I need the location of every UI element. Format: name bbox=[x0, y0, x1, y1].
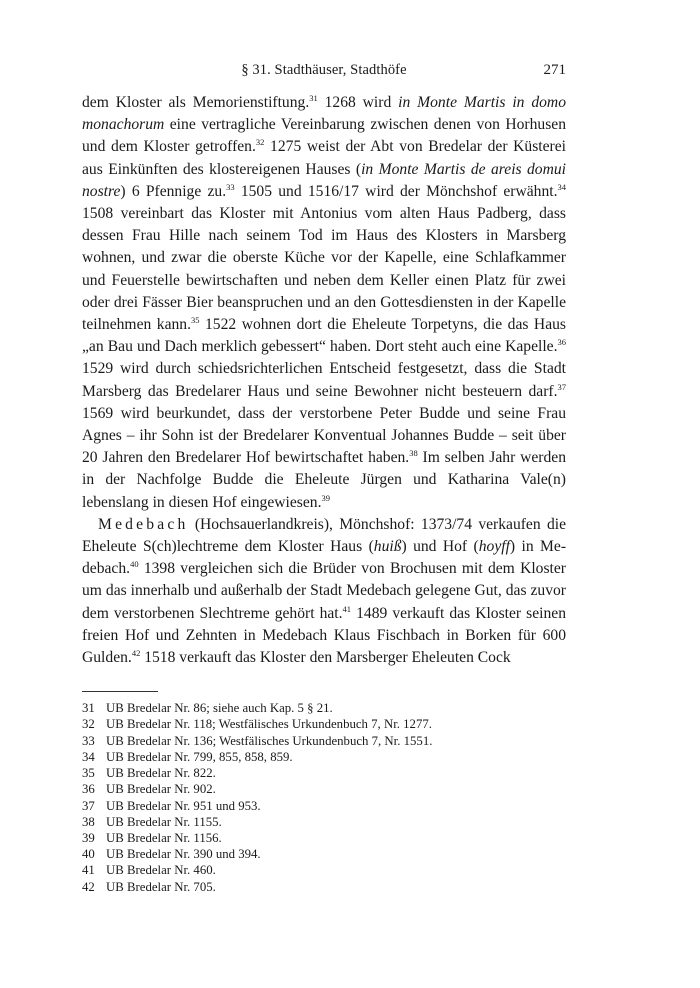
footnote-text: UB Bredelar Nr. 136; Westfälisches Urkundenbuch 7, Nr. 1551. bbox=[106, 733, 433, 748]
latin-quote: in Monte Martis de areis domui nostre bbox=[82, 160, 566, 200]
footnote bbox=[82, 700, 566, 716]
footnote-number: 38 bbox=[82, 814, 95, 829]
footnote bbox=[82, 765, 566, 781]
place-name: Medebach bbox=[98, 515, 189, 533]
text-run: dem Kloster als Memorienstiftung. bbox=[82, 94, 310, 111]
footnote bbox=[82, 716, 566, 732]
text-run: 1268 wird bbox=[317, 94, 399, 111]
footnote-ref-39[interactable]: 39 bbox=[321, 492, 330, 503]
footnote-ref-42[interactable]: 42 bbox=[131, 648, 141, 659]
footnote-number: 41 bbox=[82, 863, 95, 878]
footnote-number: 37 bbox=[82, 798, 95, 813]
document-page bbox=[82, 60, 566, 895]
text-run: 1505 und 1516/17 wird der Mönchshof erwähnt. bbox=[234, 182, 558, 200]
footnote-text: UB Bredelar Nr. 390 und 394. bbox=[106, 847, 261, 862]
footnote-ref-38[interactable]: 38 bbox=[409, 448, 418, 459]
text-run: 1508 vereinbart das Kloster mit Antonius vom alten Haus Padberg, dass dessen Frau Hille nach seinem Tod im Haus des Klosters in Marsberg wohnen, und zwar die oberste Küche vor der Kapelle, eine Schlafkammer und Feuerstelle bewirtschaften und neben dem Keller einen Platz für zwei oder drei Fässer Bier beanspruchen und an den Gottesdiensten in der Kapelle teilnehmen kann. bbox=[82, 205, 566, 334]
footnote bbox=[82, 830, 566, 846]
footnote-ref-40[interactable]: 40 bbox=[130, 559, 139, 570]
main-text bbox=[82, 92, 566, 669]
footnote-text: UB Bredelar Nr. 951 und 953. bbox=[106, 798, 261, 813]
latin-quote: in Monte Martis in domo monachorum bbox=[82, 94, 566, 134]
text-run: (Hochsauerlandkreis), Mönchshof: 1373/74 verkaufen die Eheleute S(ch)lechtreme dem Kloster Haus ( bbox=[82, 515, 566, 556]
footnote-ref-34[interactable]: 34 bbox=[557, 181, 566, 192]
text-run: 1529 wird durch schiedsrichterlichen Entscheid festgesetzt, dass die Stadt Marsberg das Bredelarer Haus und seine Bewohner nicht besteuern darf. bbox=[82, 360, 566, 400]
footnote-ref-37[interactable]: 37 bbox=[557, 381, 566, 392]
footnote bbox=[82, 846, 566, 862]
text-run: 1518 verkauft das Kloster den Marsberger Eheleuten Cock bbox=[140, 649, 511, 667]
footnote-text: UB Bredelar Nr. 86; siehe auch Kap. 5 § 21. bbox=[106, 701, 333, 716]
page-number: 271 bbox=[543, 62, 566, 78]
footnote-number: 34 bbox=[82, 749, 95, 764]
footnote-number: 33 bbox=[82, 733, 95, 748]
footnote-text: UB Bredelar Nr. 118; Westfälisches Urkundenbuch 7, Nr. 1277. bbox=[106, 717, 432, 732]
footnote-text: UB Bredelar Nr. 1155. bbox=[106, 814, 222, 829]
footnote bbox=[82, 862, 566, 878]
footnote-number: 36 bbox=[82, 782, 95, 797]
footnote-number: 35 bbox=[82, 766, 95, 781]
text-run: ) und Hof ( bbox=[401, 538, 479, 556]
footnote-number: 42 bbox=[82, 879, 95, 894]
footnote bbox=[82, 733, 566, 749]
running-title: § 31. Stadthäuser, Stadthöfe bbox=[241, 62, 407, 78]
footnote bbox=[82, 814, 566, 830]
footnote bbox=[82, 798, 566, 814]
paragraph-medebach bbox=[82, 514, 566, 669]
footnote-ref-33[interactable]: 33 bbox=[226, 181, 235, 192]
latin-term: huiß bbox=[373, 538, 402, 556]
paragraph-marsberg bbox=[82, 92, 566, 514]
footnote-text: UB Bredelar Nr. 460. bbox=[106, 863, 216, 878]
text-run: ) in Medebach. bbox=[82, 538, 567, 578]
text-run: 1275 weist der Abt von Bredelar der Küsterei aus Einkünften des klostereigenen Hauses ( bbox=[82, 138, 566, 178]
text-run: 1569 wird beurkundet, dass der verstorbene Peter Budde und seine Frau Agnes – ihr Sohn ist der Bredelarer Konventual Johannes Budde – seit über 20 Jahren den Bredelarer Hof bewirtschaftet haben. bbox=[82, 404, 566, 467]
text-run: 1522 wohnen dort die Eheleute Torpetyns, die das Haus „an Bau und Dach merklich gebessert“ haben. Dort steht auch eine Kapelle. bbox=[82, 316, 566, 356]
footnote bbox=[82, 781, 566, 797]
text-run: Im selben Jahr werden in der Nachfolge Budde die Eheleute Jürgen und Katharina Vale(n) lebenslang in diesen Hof eingewiesen. bbox=[82, 449, 566, 511]
text-run: 1398 vergleichen sich die Brüder von Brochusen mit dem Kloster um das innerhalb und außerhalb der Stadt Medebach gelegene Gut, das zuvor dem verstorbenen Slechtreme gehört hat. bbox=[82, 560, 566, 622]
footnote-ref-31[interactable]: 31 bbox=[309, 93, 318, 103]
footnote-number: 31 bbox=[82, 701, 95, 716]
footnote-text: UB Bredelar Nr. 799, 855, 858, 859. bbox=[106, 749, 293, 764]
footnote-text: UB Bredelar Nr. 705. bbox=[106, 879, 216, 894]
footnote bbox=[82, 749, 566, 765]
footnote-text: UB Bredelar Nr. 902. bbox=[106, 782, 216, 797]
footnote-ref-32[interactable]: 32 bbox=[255, 137, 265, 148]
text-run: ) 6 Pfennige zu. bbox=[120, 182, 227, 200]
text-run: 1489 verkauft das Kloster seinen freien Hof und Zehnten in Medebach Klaus Fischbach in Borken für 600 Gulden. bbox=[82, 604, 566, 667]
footnote-ref-35[interactable]: 35 bbox=[191, 315, 200, 326]
footnote-separator bbox=[82, 691, 158, 692]
footnote-number: 39 bbox=[82, 830, 95, 845]
footnotes bbox=[82, 700, 566, 894]
footnote-text: UB Bredelar Nr. 822. bbox=[106, 766, 216, 781]
footnote-text: UB Bredelar Nr. 1156. bbox=[106, 830, 222, 845]
latin-term: hoyff bbox=[478, 538, 510, 556]
footnote-ref-36[interactable]: 36 bbox=[557, 337, 566, 348]
footnote bbox=[82, 879, 566, 895]
text-run: eine vertragliche Vereinbarung zwischen denen von Horhusen und dem Kloster getroffen. bbox=[82, 116, 566, 156]
footnote-ref-41[interactable]: 41 bbox=[342, 603, 352, 614]
page-header bbox=[82, 60, 566, 84]
footnote-number: 32 bbox=[82, 717, 95, 732]
footnote-number: 40 bbox=[82, 847, 95, 862]
